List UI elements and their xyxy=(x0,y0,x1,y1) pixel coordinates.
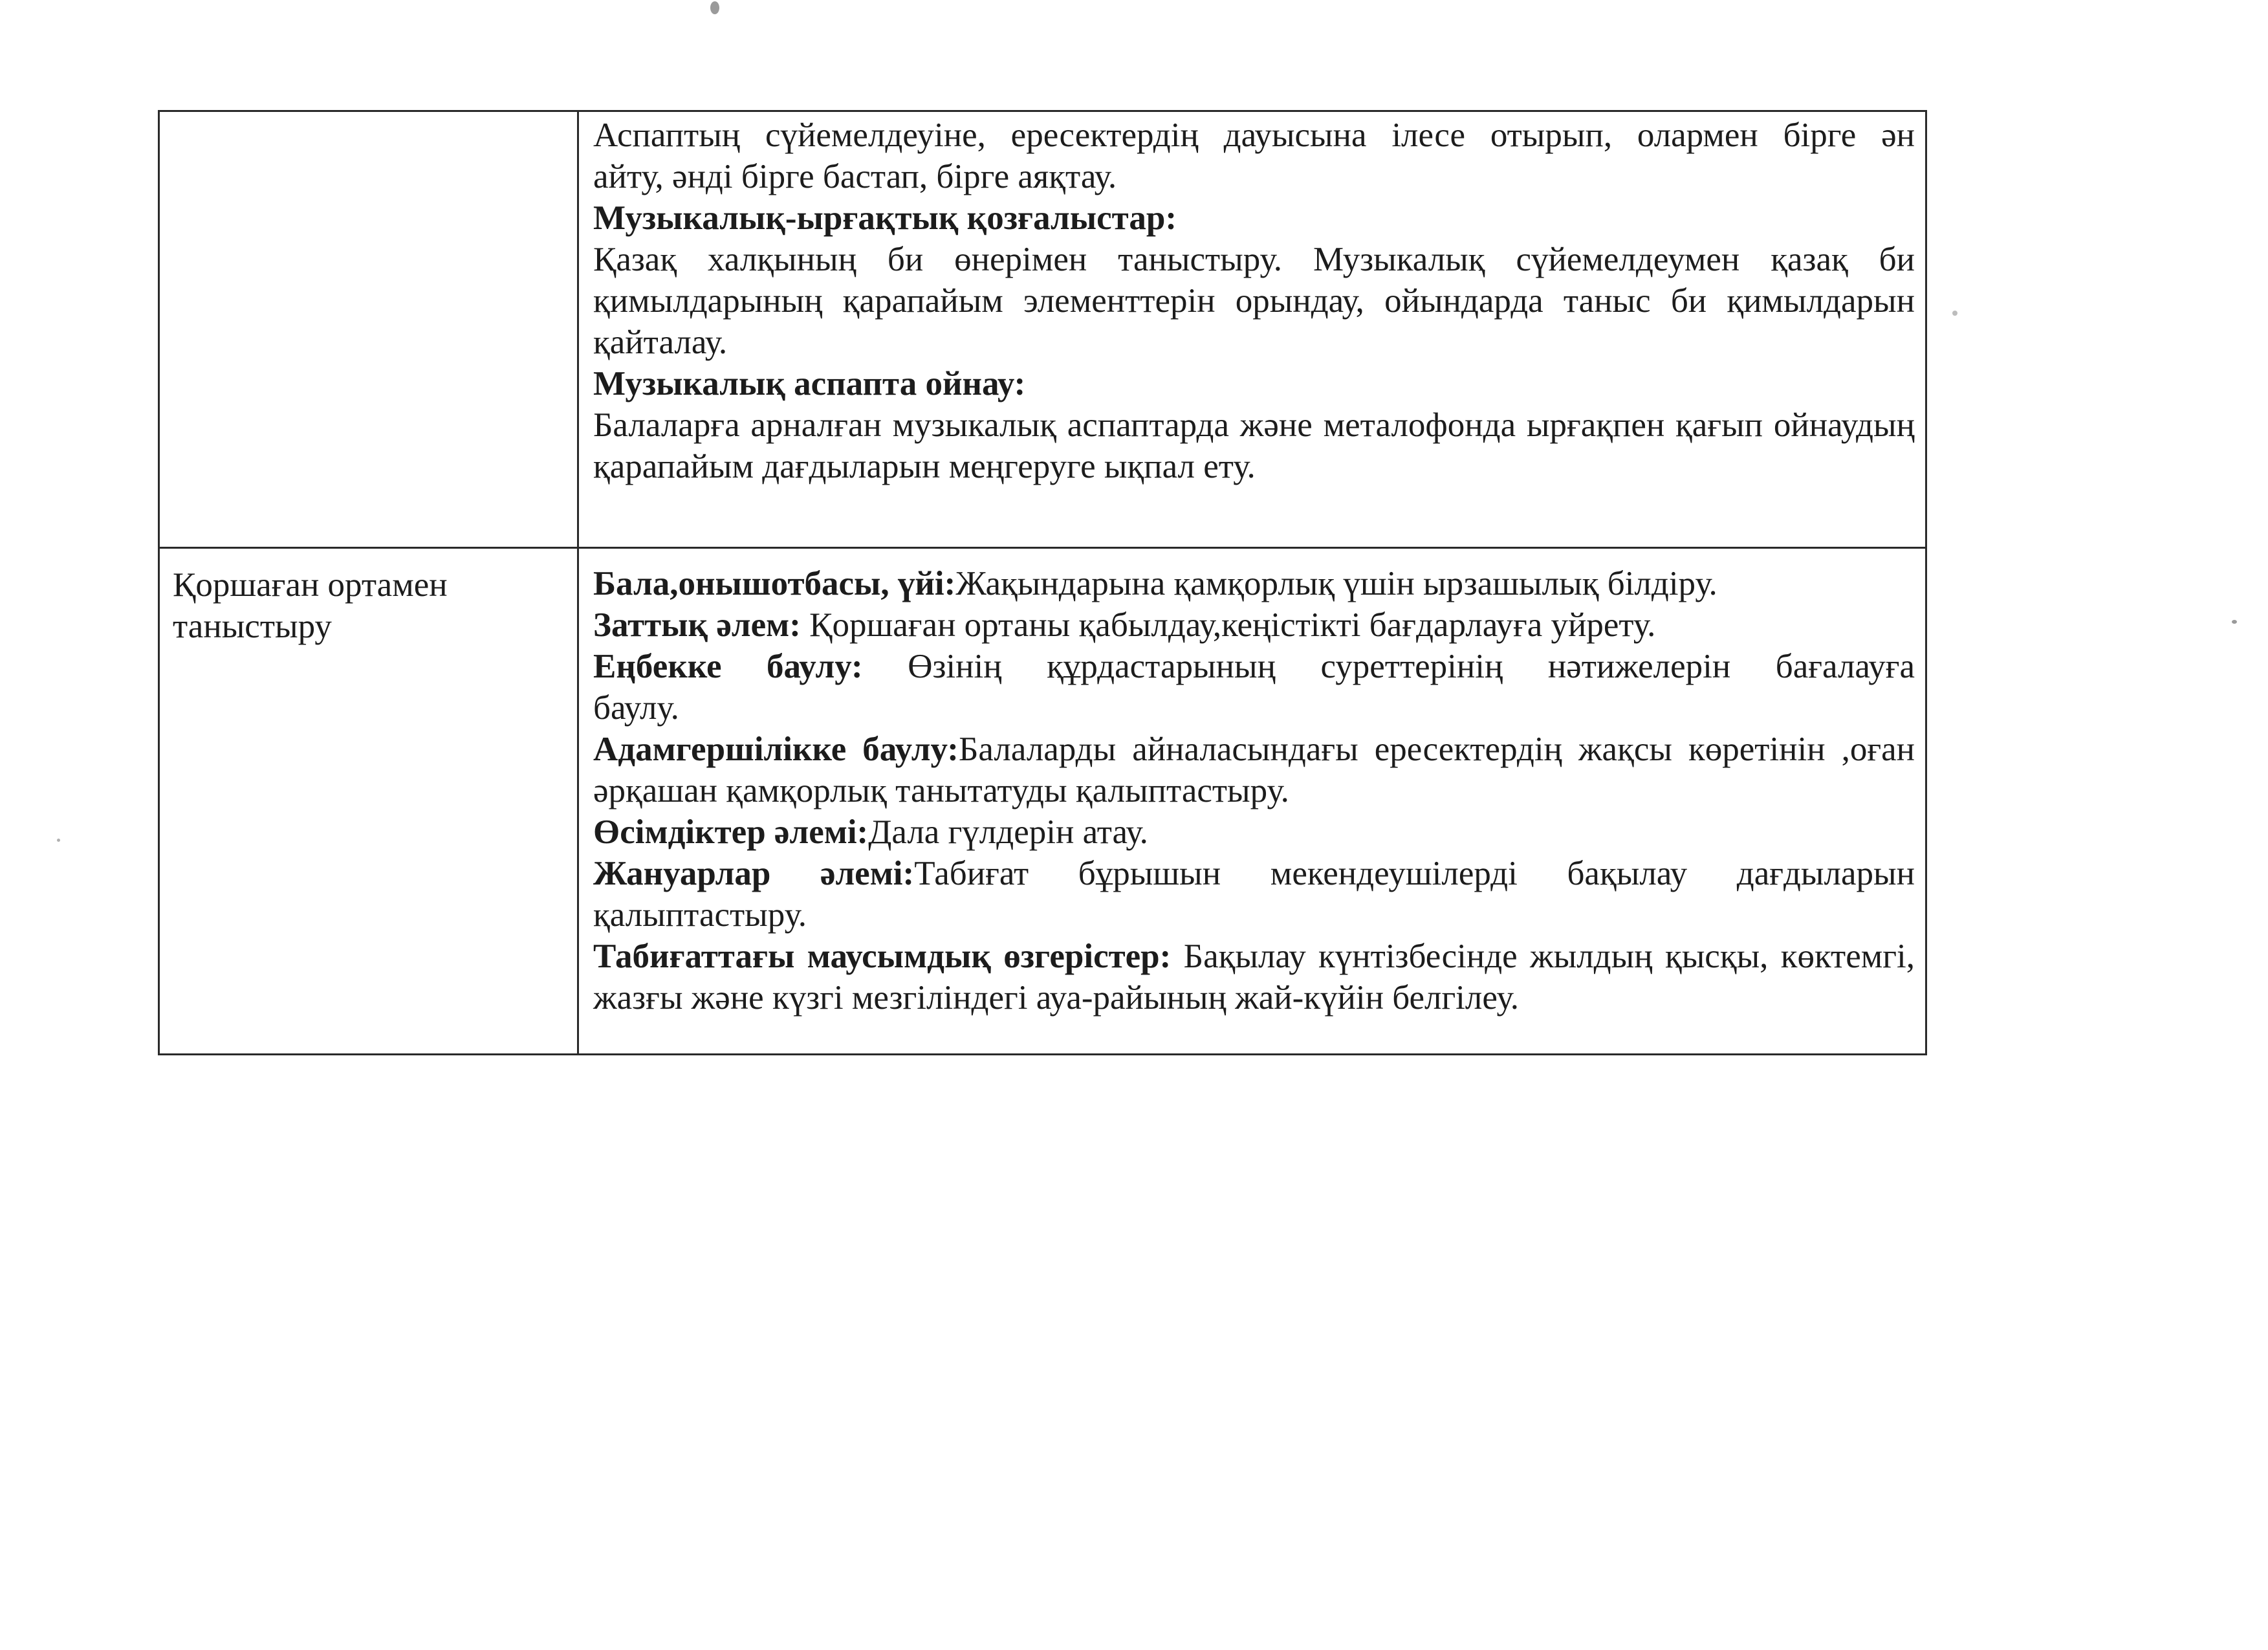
family-paragraph xyxy=(593,563,1915,604)
plants-label: Өсімдіктер әлемі: xyxy=(593,813,869,851)
instrument-text: Балаларға арналған музыкалық аспаптарда және металофонда ырғақпен қағып ойнаудың қарапайым дағдыларын меңгеруге ықпал ету. xyxy=(593,406,1915,485)
table-row-music xyxy=(159,111,1926,548)
content-cell-music xyxy=(578,111,1926,548)
content-cell-environment xyxy=(578,548,1926,1055)
subject-line2: таныстыру xyxy=(173,608,332,645)
subject-line1: Қоршаған ортамен xyxy=(173,566,448,604)
curriculum-table xyxy=(158,110,1927,1055)
scan-speck xyxy=(710,1,719,14)
moral-paragraph xyxy=(593,729,1915,811)
scan-speck xyxy=(57,839,60,842)
animals-text: Табиғат бұрышын мекендеушілерді бақылау дағдыларын қалыптастыру. xyxy=(593,855,1915,934)
labor-label: Еңбекке баулу: xyxy=(593,648,863,685)
objects-text: Қоршаған ортаны қабылдау,кеңістікті бағдарлауға уйрету. xyxy=(800,606,1656,644)
family-label: Бала,онышотбасы, үйі: xyxy=(593,565,956,602)
rhythm-heading: Музыкалық-ырғақтық қозғалыстар: xyxy=(593,199,1177,237)
rhythm-text: Қазақ халқының би өнерімен таныстыру. Музыкалық сүйемелдеумен қазақ би қимылдарының қарапайым элементтерін орындау, ойындарда таныс би қимылдарын қайталау. xyxy=(593,241,1915,361)
family-text: Жақындарына қамқорлық үшін ырзашылық білдіру. xyxy=(955,565,1717,602)
labor-paragraph-line1 xyxy=(593,646,1915,687)
seasons-label: Табиғаттағы маусымдық өзгерістер: xyxy=(593,938,1172,975)
labor-text-line1: Өзінің құрдастарының суреттерінің нәтижелерін бағалауға xyxy=(862,648,1915,685)
moral-label: Адамгершілікке баулу: xyxy=(593,731,959,768)
animals-paragraph xyxy=(593,853,1915,936)
seasons-paragraph xyxy=(593,936,1915,1018)
subject-cell-environment xyxy=(159,548,578,1055)
music-intro-line1: Аспаптың сүйемелдеуіне, ересектердің дауысына ілесе отырып, олармен бірге ән xyxy=(593,116,1915,154)
scan-speck xyxy=(2232,620,2237,624)
moral-text: Балаларды айналасындағы ересектердің жақсы көретінін ,оған әрқашан қамқорлық танытатуды қалыптастыру. xyxy=(593,731,1915,809)
subject-cell-empty xyxy=(159,111,578,548)
scan-speck xyxy=(1952,311,1957,316)
plants-paragraph xyxy=(593,811,1915,853)
objects-label: Заттық әлем: xyxy=(593,606,801,644)
instrument-heading: Музыкалық аспапта ойнау: xyxy=(593,365,1026,402)
plants-text: Дала гүлдерін атау. xyxy=(868,813,1148,851)
labor-text-line2: баулу. xyxy=(593,689,679,727)
seasons-text: Бақылау күнтізбесінде жылдың қысқы, көктемгі, жазғы және күзгі мезгіліндегі ауа-райының жай-күйін белгілеу. xyxy=(593,938,1915,1017)
objects-paragraph xyxy=(593,604,1915,646)
music-intro-line2: айту, әнді бірге бастап, бірге аяқтау. xyxy=(593,158,1117,195)
animals-label: Жануарлар әлемі: xyxy=(593,855,915,892)
table-row-environment xyxy=(159,548,1926,1055)
